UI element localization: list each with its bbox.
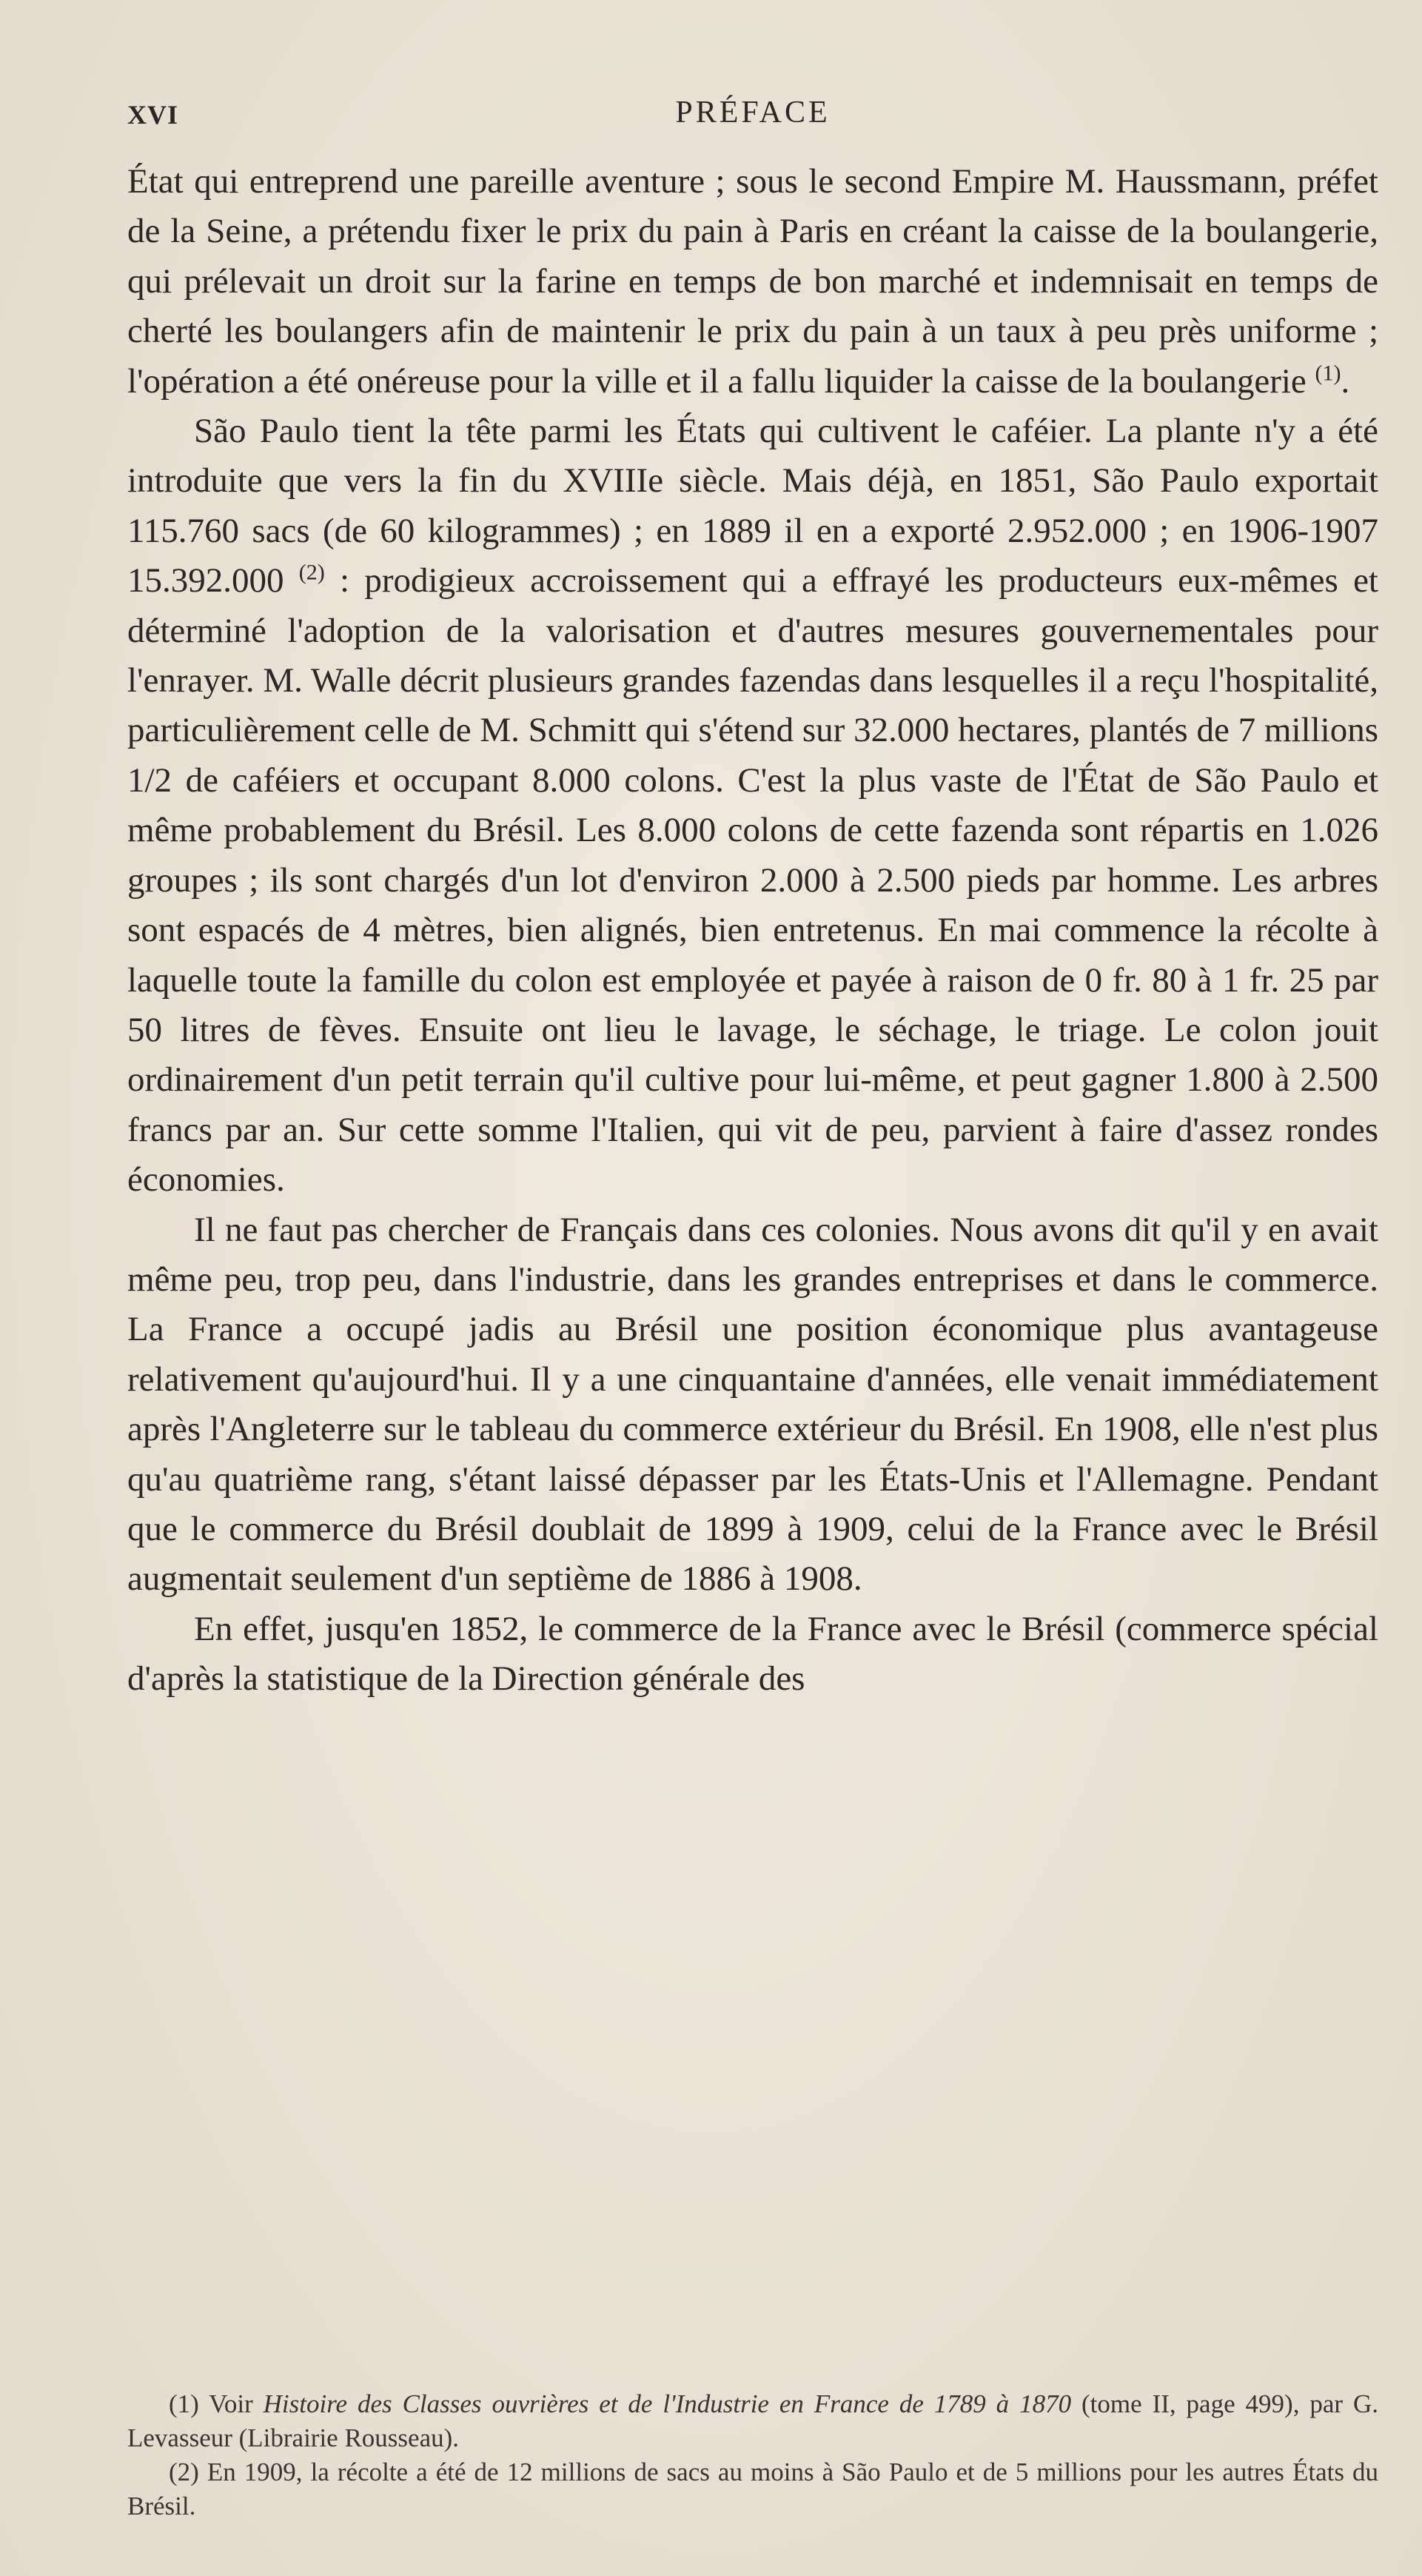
paragraph-2-text-a: São Paulo tient la tête parmi les États qui cultivent le caféier. La plante n'y a été introduite que vers la fin du XVIIIe siècle. Mais déjà, en 1851, São Paulo exportait 115.760 sacs (de 60 kilogrammes) ; en 1889 il en a exporté 2.952.000 ; en 1906-1907 15.392.000 [127, 412, 1378, 600]
footnote-1-lead: (1) Voir [169, 2389, 264, 2418]
footnote-1-rest: (tome II, page 499), par G. Levasseur (Librairie Rousseau). [127, 2389, 1378, 2452]
paragraph-1-end: . [1341, 361, 1350, 401]
paragraph-2-text-b: : prodigieux accroissement qui a effrayé les producteurs eux-mêmes et déterminé l'adoption de la valorisation et d'autres mesures gouvernementales pour l'enrayer. M. Walle décrit plusieurs grandes fazendas dans lesquelles il a reçu l'hospitalité, particulièrement celle de M. Schmitt qui s'étend sur 32.000 hectares, plantés de 7 millions 1/2 de caféiers et occupant 8.000 colons. C'est la plus vaste de l'État de São Paulo et même probablement du Brésil. Les 8.000 colons de cette fazenda sont répartis en 1.026 groupes ; ils sont chargés d'un lot d'environ 2.000 à 2.500 pieds par homme. Les arbres sont espacés de 4 mètres, bien alignés, bien entretenus. En mai commence la récolte à laquelle toute la famille du colon est employée et payée à raison de 0 fr. 80 à 1 fr. 25 par 50 litres de fèves. Ensuite ont lieu le lavage, le séchage, le triage. Le colon jouit ordinairement d'un petit terrain qu'il cultive pour lui-même, et peut gagner 1.800 à 2.500 francs par an. Sur cette somme l'Italien, qui vit de peu, parvient à faire d'assez rondes économies. [127, 561, 1378, 1200]
main-text [127, 157, 1378, 1704]
footnote-1-book-title: Histoire des Classes ouvrières et de l'Industrie en France de 1789 à 1870 [263, 2389, 1072, 2418]
paragraph-1 [127, 157, 1378, 407]
footnote-1 [127, 2387, 1378, 2455]
page-header [127, 95, 1378, 139]
footnote-2: (2) En 1909, la récolte a été de 12 millions de sacs au moins à São Paulo et de 5 millions pour les autres États du Brésil. [127, 2458, 1378, 2520]
footnotes [127, 2387, 1378, 2523]
page-number: XVI [127, 100, 179, 130]
paragraph-2 [127, 407, 1378, 1205]
paragraph-4: En effet, jusqu'en 1852, le commerce de la France avec le Brésil (commerce spécial d'après la statistique de la Direction générale des [127, 1609, 1378, 1699]
footnote-ref-2: (2) [298, 560, 325, 585]
footnote-ref-1: (1) [1315, 360, 1341, 385]
running-title: PRÉFACE [675, 96, 831, 130]
paragraph-1-text: État qui entreprend une pareille aventure ; sous le second Empire M. Haussmann, préfet de la Seine, a prétendu fixer le prix du pain à Paris en créant la caisse de la boulangerie, qui prélevait un droit sur la farine en temps de bon marché et indemnisait en temps de cherté les boulangers afin de maintenir le prix du pain à un taux à peu près uniforme ; l'opération a été onéreuse pour la ville et il a fallu liquider la caisse de la boulangerie [127, 162, 1378, 401]
paragraph-3: Il ne faut pas chercher de Français dans ces colonies. Nous avons dit qu'il y en avait même peu, trop peu, dans l'industrie, dans les grandes entreprises et dans le commerce. La France a occupé jadis au Brésil une position économique plus avantageuse relativement qu'aujourd'hui. Il y a une cinquantaine d'années, elle venait immédiatement après l'Angleterre sur le tableau du commerce extérieur du Brésil. En 1908, elle n'est plus qu'au quatrième rang, s'étant laissé dépasser par les États-Unis et l'Allemagne. Pendant que le commerce du Brésil doublait de 1899 à 1909, celui de la France avec le Brésil augmentait seulement d'un septième de 1886 à 1908. [127, 1210, 1378, 1599]
